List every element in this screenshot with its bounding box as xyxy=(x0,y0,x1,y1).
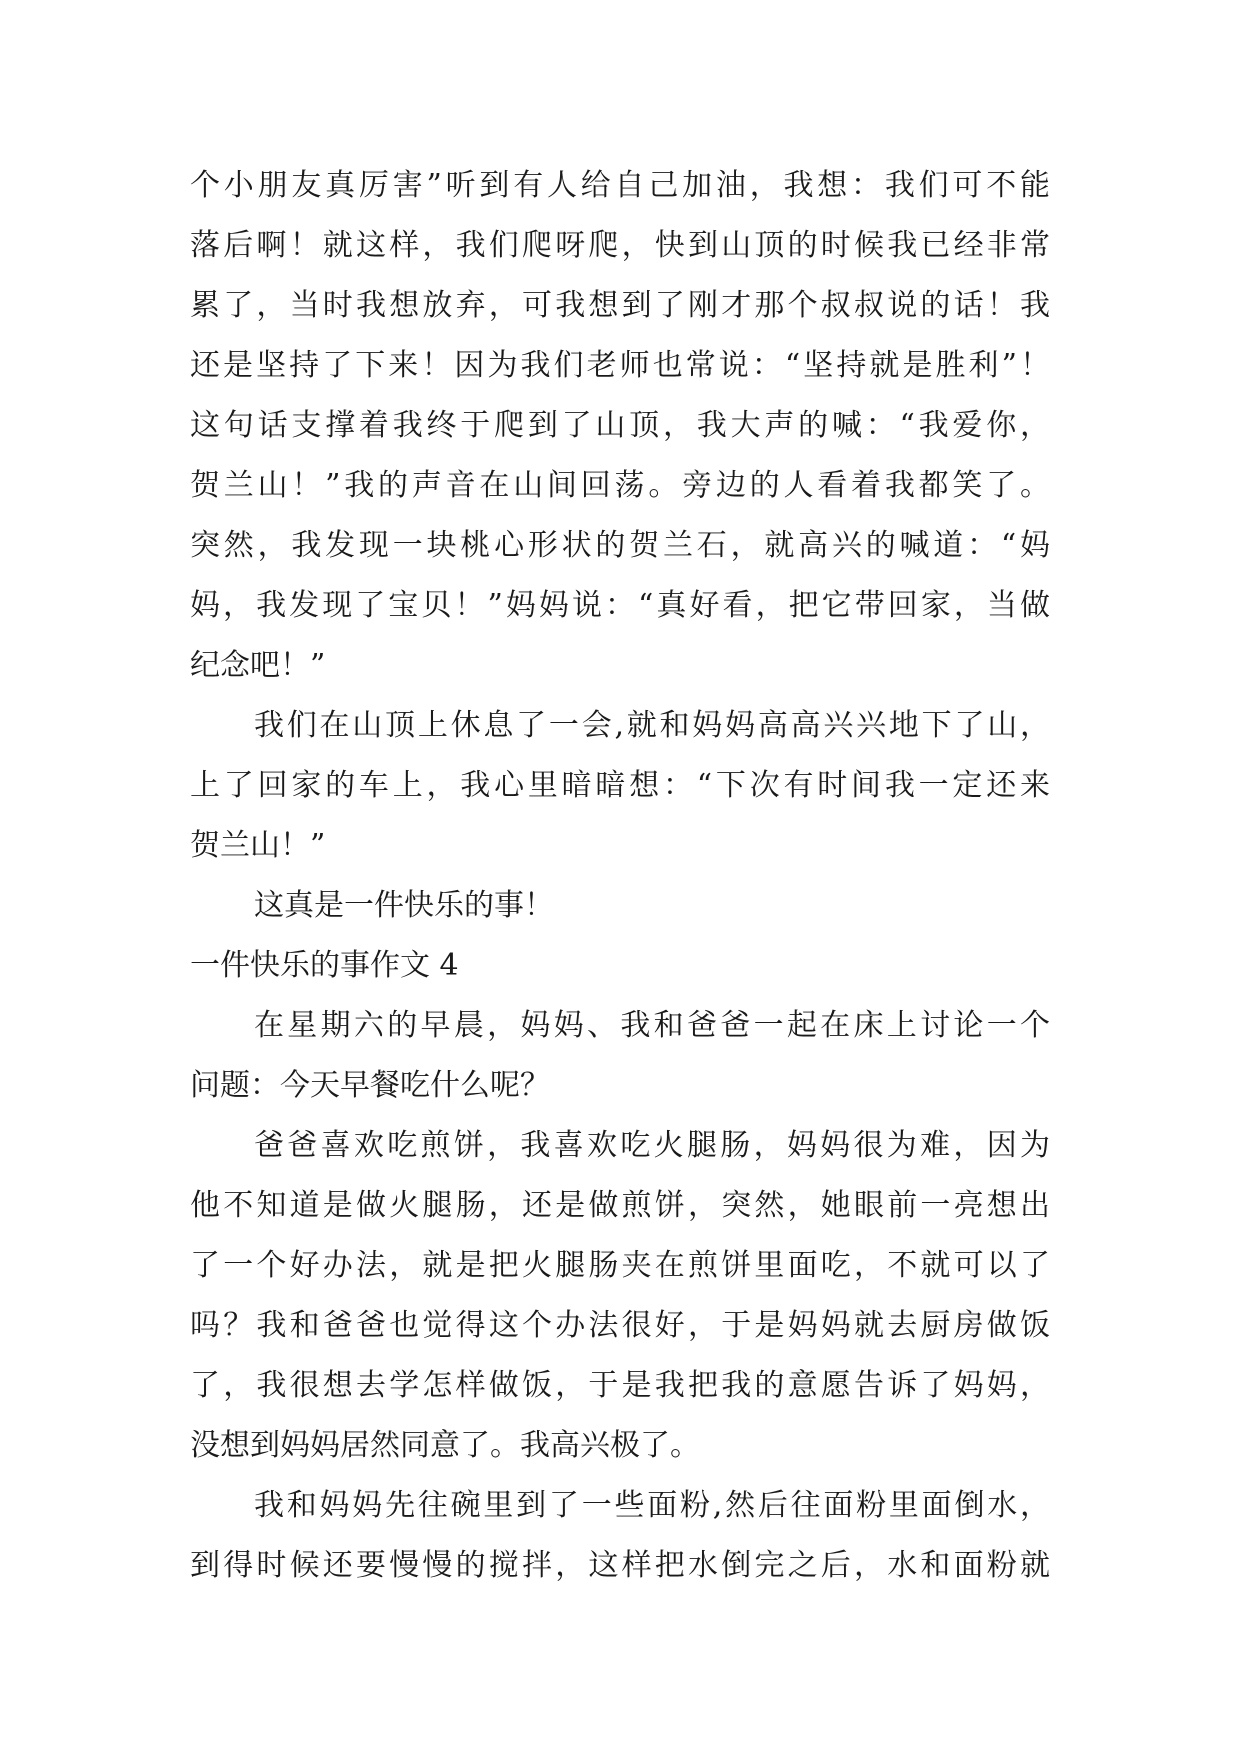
paragraph xyxy=(190,996,1050,1116)
text-line: 妈，我发现了宝贝！”妈妈说：“真好看，把它带回家，当做 xyxy=(190,588,1050,623)
text-line: 突然，我发现一块桃心形状的贺兰石，就高兴的喊道：“妈 xyxy=(190,528,1050,563)
text-line: 他不知道是做火腿肠，还是做煎饼，突然，她眼前一亮想出 xyxy=(190,1188,1050,1223)
text-line: 纪念吧！” xyxy=(190,648,326,683)
text-line: 我们在山顶上休息了一会,就和妈妈高高兴兴地下了山， xyxy=(254,708,1050,743)
text-line: 还是坚持了下来！因为我们老师也常说：“坚持就是胜利”！ xyxy=(190,348,1050,383)
section-heading xyxy=(190,936,1050,996)
text-line: 到得时候还要慢慢的搅拌，这样把水倒完之后，水和面粉就 xyxy=(190,1548,1050,1583)
text-line: 我和妈妈先往碗里到了一些面粉,然后往面粉里面倒水， xyxy=(254,1488,1050,1523)
text-line: 没想到妈妈居然同意了。我高兴极了。 xyxy=(190,1428,700,1463)
heading-text: 一件快乐的事作文 4 xyxy=(190,948,459,983)
text-line: 个小朋友真厉害”听到有人给自己加油，我想：我们可不能 xyxy=(190,168,1050,203)
text-line: 累了，当时我想放弃，可我想到了刚才那个叔叔说的话！我 xyxy=(190,288,1050,323)
paragraph xyxy=(190,696,1050,876)
text-line: 这句话支撑着我终于爬到了山顶，我大声的喊：“我爱你， xyxy=(190,408,1050,443)
text-line: 在星期六的早晨，妈妈、我和爸爸一起在床上讨论一个 xyxy=(254,1008,1050,1043)
text-line: 问题：今天早餐吃什么呢？ xyxy=(190,1068,550,1103)
text-line: 上了回家的车上，我心里暗暗想：“下次有时间我一定还来 xyxy=(190,768,1050,803)
text-line: 爸爸喜欢吃煎饼，我喜欢吃火腿肠，妈妈很为难，因为 xyxy=(254,1128,1050,1163)
document-body xyxy=(190,156,1050,1596)
text-line: 贺兰山！”我的声音在山间回荡。旁边的人看着我都笑了。 xyxy=(190,468,1050,503)
paragraph xyxy=(190,1116,1050,1476)
text-line: 了，我很想去学怎样做饭，于是我把我的意愿告诉了妈妈， xyxy=(190,1368,1050,1403)
text-line: 贺兰山！” xyxy=(190,828,326,863)
text-line: 落后啊！就这样，我们爬呀爬，快到山顶的时候我已经非常 xyxy=(190,228,1050,263)
text-line: 吗？我和爸爸也觉得这个办法很好，于是妈妈就去厨房做饭 xyxy=(190,1308,1050,1343)
paragraph xyxy=(190,1476,1050,1596)
text-line: 了一个好办法，就是把火腿肠夹在煎饼里面吃，不就可以了 xyxy=(190,1248,1050,1283)
paragraph xyxy=(190,876,1050,936)
text-line: 这真是一件快乐的事！ xyxy=(254,888,554,923)
paragraph xyxy=(190,156,1050,696)
